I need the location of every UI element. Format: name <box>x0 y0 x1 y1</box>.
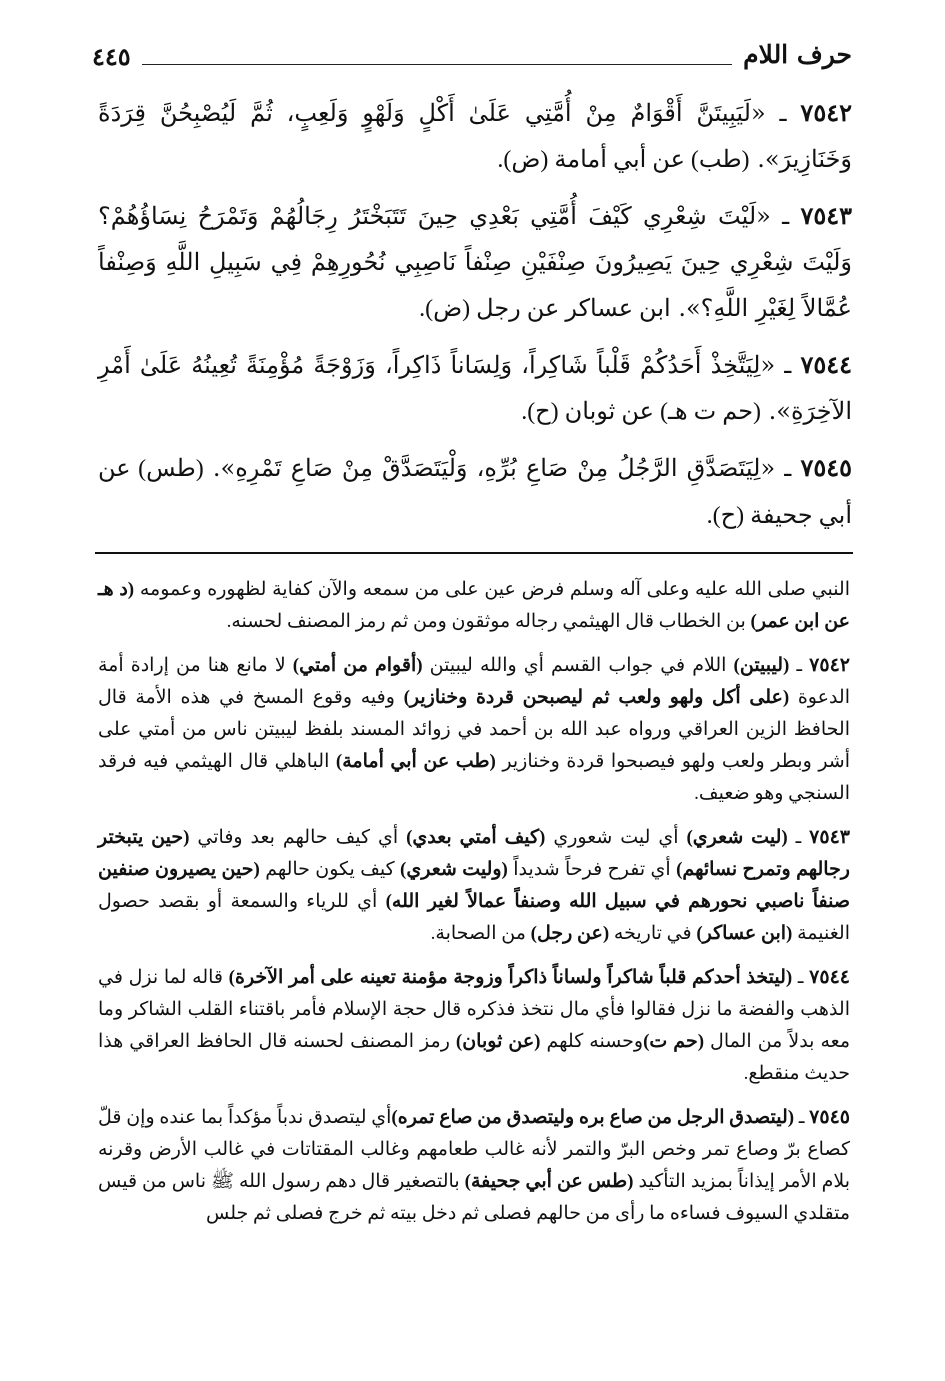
hadith-entry: ٧٥٤٤ ـ «لِيَتَّخِذْ أَحَدُكُمْ قَلْباً شَاكِراً، وَلِسَاناً ذَاكِراً، وَزَوْجَةً مُؤْمِنَةً تُعِينُهُ عَلَىٰ أَمْرِ الآخِرَةِ». (حم ت هـ) عن ثوبان (ح). <box>98 350 852 425</box>
hadith-list <box>98 90 852 549</box>
commentary-section <box>98 574 850 1242</box>
page-header <box>92 40 852 80</box>
hadith-number: ٧٥٤٢ <box>800 98 852 127</box>
hadith-number: ٧٥٤٤ <box>800 350 852 379</box>
commentary-text: أي للرياء والسمعة أو بقصد حصول الغنيمة <box>98 891 850 944</box>
hadith-entry: ٧٥٤٢ ـ «لَيَبِيتَنَّ أَقْوَامٌ مِنْ أُمَّتِي عَلَىٰ أَكْلٍ وَلَهْوٍ وَلَعِبٍ، ثُمَّ لَيُصْبِحُنَّ قِرَدَةً وَخَنَازِيرَ». (طب) عن أبي أمامة (ض). <box>98 98 852 173</box>
commentary-text: وحسنه كلهم <box>540 1031 644 1052</box>
hadith-text: «لَيْتَ شِعْرِي كَيْفَ أُمَّتِي بَعْدِي حِينَ تَتَبَخْتَرُ رِجَالُهُمْ وَتَمْرَحُ نِسَاؤُهُمْ؟ وَلَيْتَ شِعْرِي حِينَ يَصِيرُونَ صِنْفَيْنِ صِنْفاً نَاصِبِي نُحُورِهِمْ فِي سَبِيلِ اللَّهِ وَصِنْفاً عُمَّالاً لِغَيْرِ اللَّهِ؟». <box>98 202 852 322</box>
commentary-bold: (حين يصيرون صنفين صنفاً ناصبي نحورهم في سبيل الله وصنفاً عمالاً لغير الله) <box>98 859 850 912</box>
commentary-text: كيف يكون حالهم <box>259 859 401 880</box>
commentary-number: ٧٥٤٤ <box>809 967 850 988</box>
commentary-bold: (على أكل ولهو ولعب ثم ليصبحن قردة وخنازير) <box>403 687 790 708</box>
commentary-text: اللام في جواب القسم أي والله ليبيتن <box>422 655 734 676</box>
commentary-text: رمز المصنف لحسنه قال الحافظ العراقي هذا حديث منقطع. <box>98 1031 850 1084</box>
commentary-bold: (حين يتبختر رجالهم وتمرح نسائهم) <box>98 827 850 880</box>
commentary-text: من الصحابة. <box>430 923 531 944</box>
header-rule <box>142 64 732 65</box>
commentary-text: قاله لما نزل في الذهب والفضة ما نزل فقالوا فأي مال نتخذ فذكره قال حجة الإسلام فأمر باقتناء القلب الشاكر وما معه بدلاً من المال <box>98 967 851 1052</box>
commentary-text: بن الخطاب قال الهيثمي رجاله موثقون ومن ثم رمز المصنف لحسنه. <box>226 611 751 632</box>
commentary-number: ٧٥٤٢ <box>809 655 850 676</box>
footnote-divider <box>95 552 853 554</box>
commentary-text: النبي صلى الله عليه وعلى آله وسلم فرض عين على من سمعه والآن كفاية لظهوره وعمومه <box>134 579 851 600</box>
hadith-source: (طب) عن أبي أمامة (ض). <box>497 147 750 173</box>
commentary-bold: (د هـ عن ابن عمر) <box>98 579 850 632</box>
commentary-paragraph: ٧٥٤٢ ـ (ليبيتن) اللام في جواب القسم أي والله ليبيتن (أقوام من أمتي) لا مانع هنا من إرادة أمة الدعوة (على أكل ولهو ولعب ثم ليصبحن قردة وخنازير) وفيه وقوع المسخ في هذه الأمة قال الحافظ الزين العراقي ورواه عبد الله بن أحمد في زوائد المسند بلفظ ليبيتن ناس من أمتي على أشر وبطر ولعب ولهو فيصبحوا قردة وخنازير (طب عن أبي أمامة) الباهلي قال الهيثمي فيه فرقد السنجي وهو ضعيف. <box>98 655 850 804</box>
hadith-text: «لِيَتَّخِذْ أَحَدُكُمْ قَلْباً شَاكِراً، وَلِسَاناً ذَاكِراً، وَزَوْجَةً مُؤْمِنَةً تُعِينُهُ عَلَىٰ أَمْرِ الآخِرَةِ». <box>98 351 852 425</box>
commentary-paragraph: ٧٥٤٣ ـ (ليت شعري) أي ليت شعوري (كيف أمتي بعدي) أي كيف حالهم بعد وفاتي (حين يتبختر رجالهم وتمرح نسائهم) أي تفرح فرحاً شديداً (وليت شعري) كيف يكون حالهم (حين يصيرون صنفين صنفاً ناصبي نحورهم في سبيل الله وصنفاً عمالاً لغير الله) أي للرياء والسمعة أو بقصد حصول الغنيمة (ابن عساكر) في تاريخه (عن رجل) من الصحابة. <box>98 827 850 944</box>
commentary-bold: (ابن عساكر) <box>696 923 793 944</box>
hadith-text: «لِيَتَصَدَّقِ الرَّجُلُ مِنْ صَاعِ بُرِّهِ، وَلْيَتَصَدَّقْ مِنْ صَاعِ تَمْرِهِ». <box>212 454 776 482</box>
commentary-text: الباهلي قال الهيثمي فيه فرقد السنجي وهو ضعيف. <box>98 751 850 804</box>
hadith-entry: ٧٥٤٥ ـ «لِيَتَصَدَّقِ الرَّجُلُ مِنْ صَاعِ بُرِّهِ، وَلْيَتَصَدَّقْ مِنْ صَاعِ تَمْرِهِ». (طس) عن أبي جحيفة (ح). <box>98 453 852 529</box>
commentary-number: ٧٥٤٣ <box>809 827 850 848</box>
commentary-bold: (عن ثوبان) <box>455 1031 541 1052</box>
commentary-number: ٧٥٤٥ <box>809 1107 850 1128</box>
commentary-text: لا مانع هنا من إرادة أمة الدعوة <box>98 655 850 708</box>
commentary-text: أي تفرح فرحاً شديداً <box>507 859 677 880</box>
commentary-bold: (طب عن أبي أمامة) <box>335 751 496 772</box>
hadith-source: (طس) عن أبي جحيفة (ح). <box>98 456 852 529</box>
commentary-text: أي ليتصدق ندباً مؤكداً بما عنده وإن قلّ كصاع برّ وصاع تمر وخص البرّ والتمر لأنه غالب طعامهم وغالب المقتاتات في غالب الأرض وقرنه بلام الأمر إيذاناً بمزيد التأكيد <box>98 1107 851 1192</box>
commentary-text: أي كيف حالهم بعد وفاتي <box>189 827 407 848</box>
commentary-bold: (كيف أمتي بعدي) <box>406 827 546 848</box>
commentary-text: بالتصغير قال دهم رسول الله ﷺ ناس من قيس متقلدي السيوف فساءه ما رأى من حالهم فصلى ثم دخل بيته ثم خرج فصلى ثم جلس <box>98 1171 850 1224</box>
hadith-entry: ٧٥٤٣ ـ «لَيْتَ شِعْرِي كَيْفَ أُمَّتِي بَعْدِي حِينَ تَتَبَخْتَرُ رِجَالُهُمْ وَتَمْرَحُ نِسَاؤُهُمْ؟ وَلَيْتَ شِعْرِي حِينَ يَصِيرُونَ صِنْفَيْنِ صِنْفاً نَاصِبِي نُحُورِهِمْ فِي سَبِيلِ اللَّهِ وَصِنْفاً عُمَّالاً لِغَيْرِ اللَّهِ؟». ابن عساكر عن رجل (ض). <box>98 201 852 322</box>
commentary-bold: (ليتصدق الرجل من صاع بره وليتصدق من صاع تمره) <box>391 1107 795 1128</box>
page-number: ٤٤٥ <box>92 42 131 71</box>
commentary-paragraph: ٧٥٤٥ ـ (ليتصدق الرجل من صاع بره وليتصدق من صاع تمره)أي ليتصدق ندباً مؤكداً بما عنده وإن قلّ كصاع برّ وصاع تمر وخص البرّ والتمر لأنه غالب طعامهم وغالب المقتاتات في غالب الأرض وقرنه بلام الأمر إيذاناً بمزيد التأكيد (طس عن أبي جحيفة) بالتصغير قال دهم رسول الله ﷺ ناس من قيس متقلدي السيوف فساءه ما رأى من حالهم فصلى ثم دخل بيته ثم خرج فصلى ثم جلس <box>98 1107 851 1224</box>
commentary-paragraph <box>98 574 850 638</box>
commentary-bold: (طس عن أبي جحيفة) <box>464 1171 634 1192</box>
chapter-title: حرف اللام <box>743 40 852 69</box>
hadith-text: «لَيَبِيتَنَّ أَقْوَامٌ مِنْ أُمَّتِي عَلَىٰ أَكْلٍ وَلَهْوٍ وَلَعِبٍ، ثُمَّ لَيُصْبِحُنَّ قِرَدَةً وَخَنَازِيرَ». <box>98 99 852 173</box>
commentary-text: أي ليت شعوري <box>545 827 687 848</box>
commentary-bold: (حم ت) <box>643 1031 705 1052</box>
commentary-text: في تاريخه <box>609 923 697 944</box>
hadith-source: (حم ت هـ) عن ثوبان (ح). <box>521 399 762 425</box>
commentary-bold: (ليت شعري) <box>686 827 788 848</box>
commentary-bold: (ليتخذ أحدكم قلباً شاكراً ولساناً ذاكراً وزوجة مؤمنة تعينه على أمر الآخرة) <box>228 967 793 988</box>
commentary-bold: (ليبيتن) <box>733 655 790 676</box>
commentary-bold: (وليت شعري) <box>400 859 508 880</box>
commentary-bold: (عن رجل) <box>530 923 610 944</box>
commentary-bold: (أقوام من أمتي) <box>292 655 423 676</box>
hadith-number: ٧٥٤٥ <box>800 453 852 482</box>
hadith-source: ابن عساكر عن رجل (ض). <box>419 296 671 322</box>
hadith-number: ٧٥٤٣ <box>800 201 852 230</box>
commentary-text: وفيه وقوع المسخ في هذه الأمة قال الحافظ الزين العراقي ورواه عبد الله بن أحمد في زوائد المسند بلفظ ليبيتن ناس من أمتي على أشر وبطر ولعب ولهو فيصبحوا قردة وخنازير <box>98 687 850 772</box>
commentary-paragraph: ٧٥٤٤ ـ (ليتخذ أحدكم قلباً شاكراً ولساناً ذاكراً وزوجة مؤمنة تعينه على أمر الآخرة) قاله لما نزل في الذهب والفضة ما نزل فقالوا فأي مال نتخذ فذكره قال حجة الإسلام فأمر باقتناء القلب الشاكر وما معه بدلاً من المال (حم ت)وحسنه كلهم (عن ثوبان) رمز المصنف لحسنه قال الحافظ العراقي هذا حديث منقطع. <box>98 967 851 1084</box>
